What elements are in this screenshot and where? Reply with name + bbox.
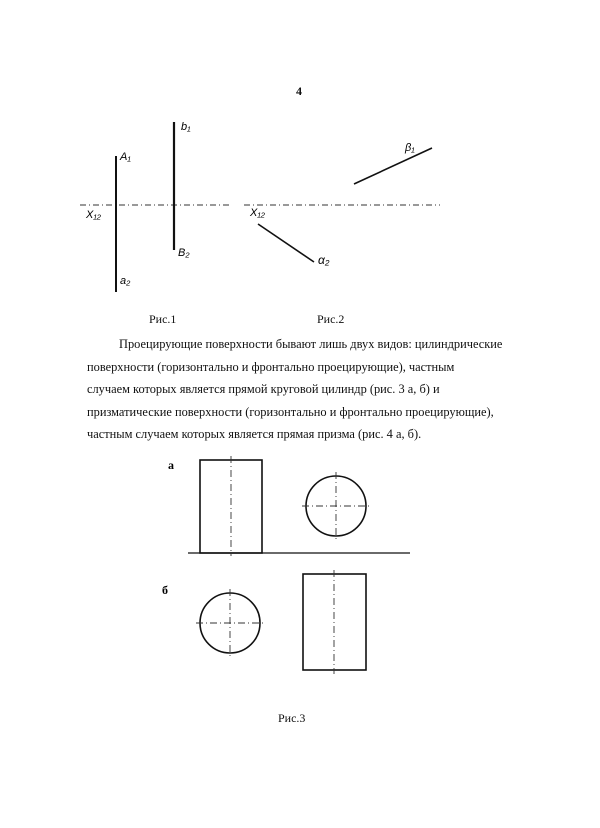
label-alpha2: α₂	[318, 253, 330, 267]
label-b: б	[162, 583, 168, 597]
label-beta1: β₁	[405, 142, 415, 154]
caption-figure-1: Рис.1	[149, 312, 177, 326]
paragraph-line-5: частным случаем которых является прямая призма (рис. 4 а, б).	[87, 427, 422, 442]
label-a: а	[168, 458, 174, 472]
cylinder-b-top-view	[200, 593, 260, 653]
label-x12-fig2: X₁₂	[250, 207, 266, 219]
figures-1-2	[0, 0, 600, 330]
paragraph-line-3: случаем которых является прямой круговой цилиндр (рис. 3 а, б) и	[87, 382, 440, 397]
label-x12-fig1: X₁₂	[86, 209, 102, 221]
caption-figure-2: Рис.2	[317, 312, 345, 326]
cylinder-a-top-view	[306, 476, 366, 536]
label-a2: a₂	[120, 275, 131, 287]
cylinder-a-front-view	[200, 460, 262, 553]
paragraph-line-1: Проецирующие поверхности бывают лишь двух видов: цилиндрические	[119, 337, 503, 351]
caption-figure-3: Рис.3	[278, 711, 306, 725]
body-paragraph	[87, 333, 527, 446]
page-number: 4	[296, 84, 302, 98]
figure-2-drawing	[244, 142, 440, 267]
label-a1: A₁	[120, 151, 131, 163]
line-alpha	[258, 224, 314, 262]
line-beta	[354, 148, 432, 184]
label-b1: b₁	[181, 121, 191, 133]
cylinder-b-front-view	[303, 574, 366, 670]
label-b2: B₂	[178, 247, 190, 259]
figure-1-drawing	[80, 121, 230, 292]
paragraph-line-2: поверхности (горизонтально и фронтально проецирующие), частным	[87, 359, 455, 374]
paragraph-line-4: призматические поверхности (горизонтально и фронтально проецирующие),	[87, 404, 494, 419]
